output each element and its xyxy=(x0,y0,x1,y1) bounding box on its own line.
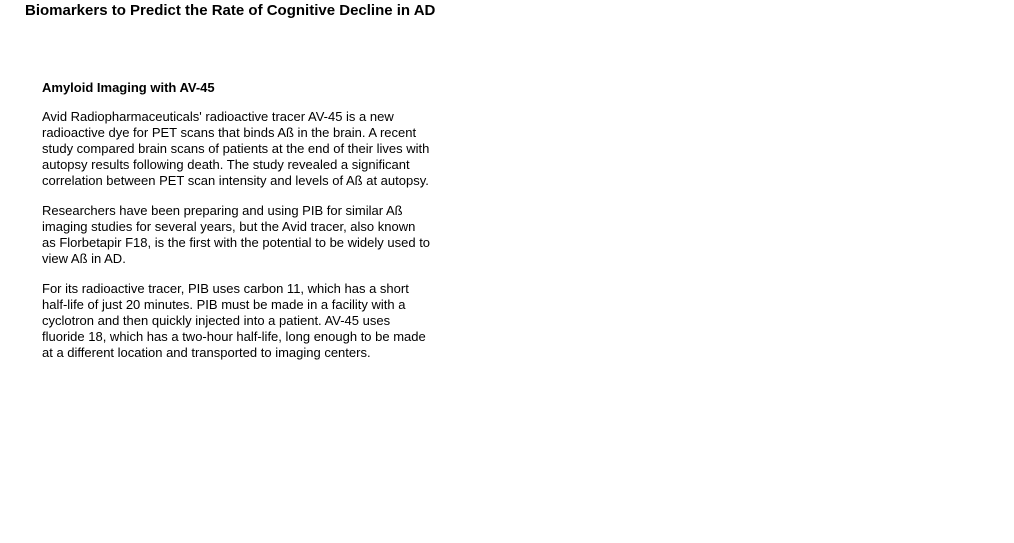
paragraph-line: study compared brain scans of patients at the end of their lives with xyxy=(42,141,430,156)
section-title: Amyloid Imaging with AV-45 xyxy=(42,80,215,95)
paragraph-line: autopsy results following death. The study revealed a significant xyxy=(42,157,410,172)
paragraph-line: correlation between PET scan intensity and levels of Aß at autopsy. xyxy=(42,173,429,188)
page-title: Biomarkers to Predict the Rate of Cognitive Decline in AD xyxy=(25,2,436,19)
paragraph-line: Avid Radiopharmaceuticals' radioactive tracer AV-45 is a new xyxy=(42,109,394,124)
paragraph-line: radioactive dye for PET scans that binds Aß in the brain. A recent xyxy=(42,125,417,140)
paragraph-line: half-life of just 20 minutes. PIB must be made in a facility with a xyxy=(42,297,406,312)
paragraph-line: For its radioactive tracer, PIB uses carbon 11, which has a short xyxy=(42,281,409,296)
paragraph-av45-intro xyxy=(42,109,472,189)
paragraph-line: fluoride 18, which has a two-hour half-life, long enough to be made xyxy=(42,329,426,344)
article-section xyxy=(42,80,472,375)
paragraph-line: as Florbetapir F18, is the first with the potential to be widely used to xyxy=(42,235,431,250)
paragraph-line: cyclotron and then quickly injected into a patient. AV-45 uses xyxy=(42,313,391,328)
paragraph-line: view Aß in AD. xyxy=(42,251,126,266)
paragraph-tracer-halflife xyxy=(42,281,472,361)
paragraph-pib-comparison xyxy=(42,203,472,267)
paragraph-line: imaging studies for several years, but the Avid tracer, also known xyxy=(42,219,416,234)
paragraph-line: Researchers have been preparing and using PIB for similar Aß xyxy=(42,203,403,218)
paragraph-line: at a different location and transported to imaging centers. xyxy=(42,345,371,360)
